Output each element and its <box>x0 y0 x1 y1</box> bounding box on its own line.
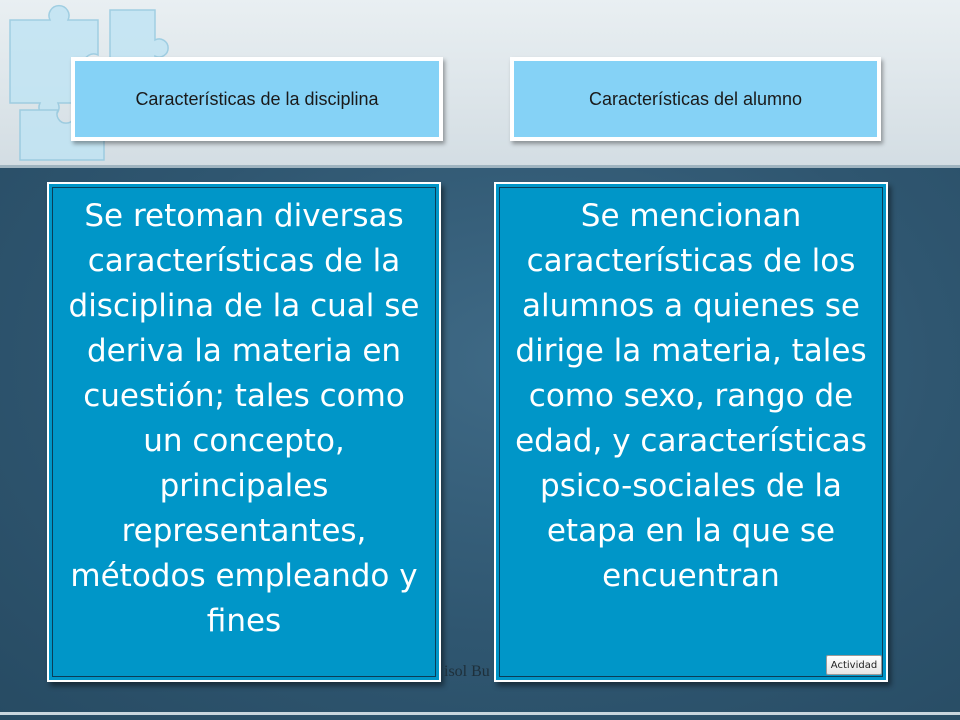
discipline-header-label: Características de la disciplina <box>135 88 379 109</box>
discipline-description-text: Se retoman diversas características de la disciplina de la cual se deriva la materia en cuestión; tales como un concepto, principales representantes, métodos empleando y fines <box>68 198 420 639</box>
discipline-header <box>71 57 443 141</box>
student-header-label: Características del alumno <box>588 88 803 109</box>
author-credit: isol Bu <box>444 663 490 680</box>
activity-button[interactable]: Actividad <box>826 655 882 675</box>
student-description-box <box>494 182 888 682</box>
discipline-description-box <box>47 182 441 682</box>
student-description-text: Se mencionan características de los alumnos a quienes se dirige la materia, tales como sexo, rango de edad, y características psico-sociales de la etapa en la que se encuentran <box>515 198 867 594</box>
footer-divider <box>0 712 960 715</box>
student-header <box>510 57 881 141</box>
